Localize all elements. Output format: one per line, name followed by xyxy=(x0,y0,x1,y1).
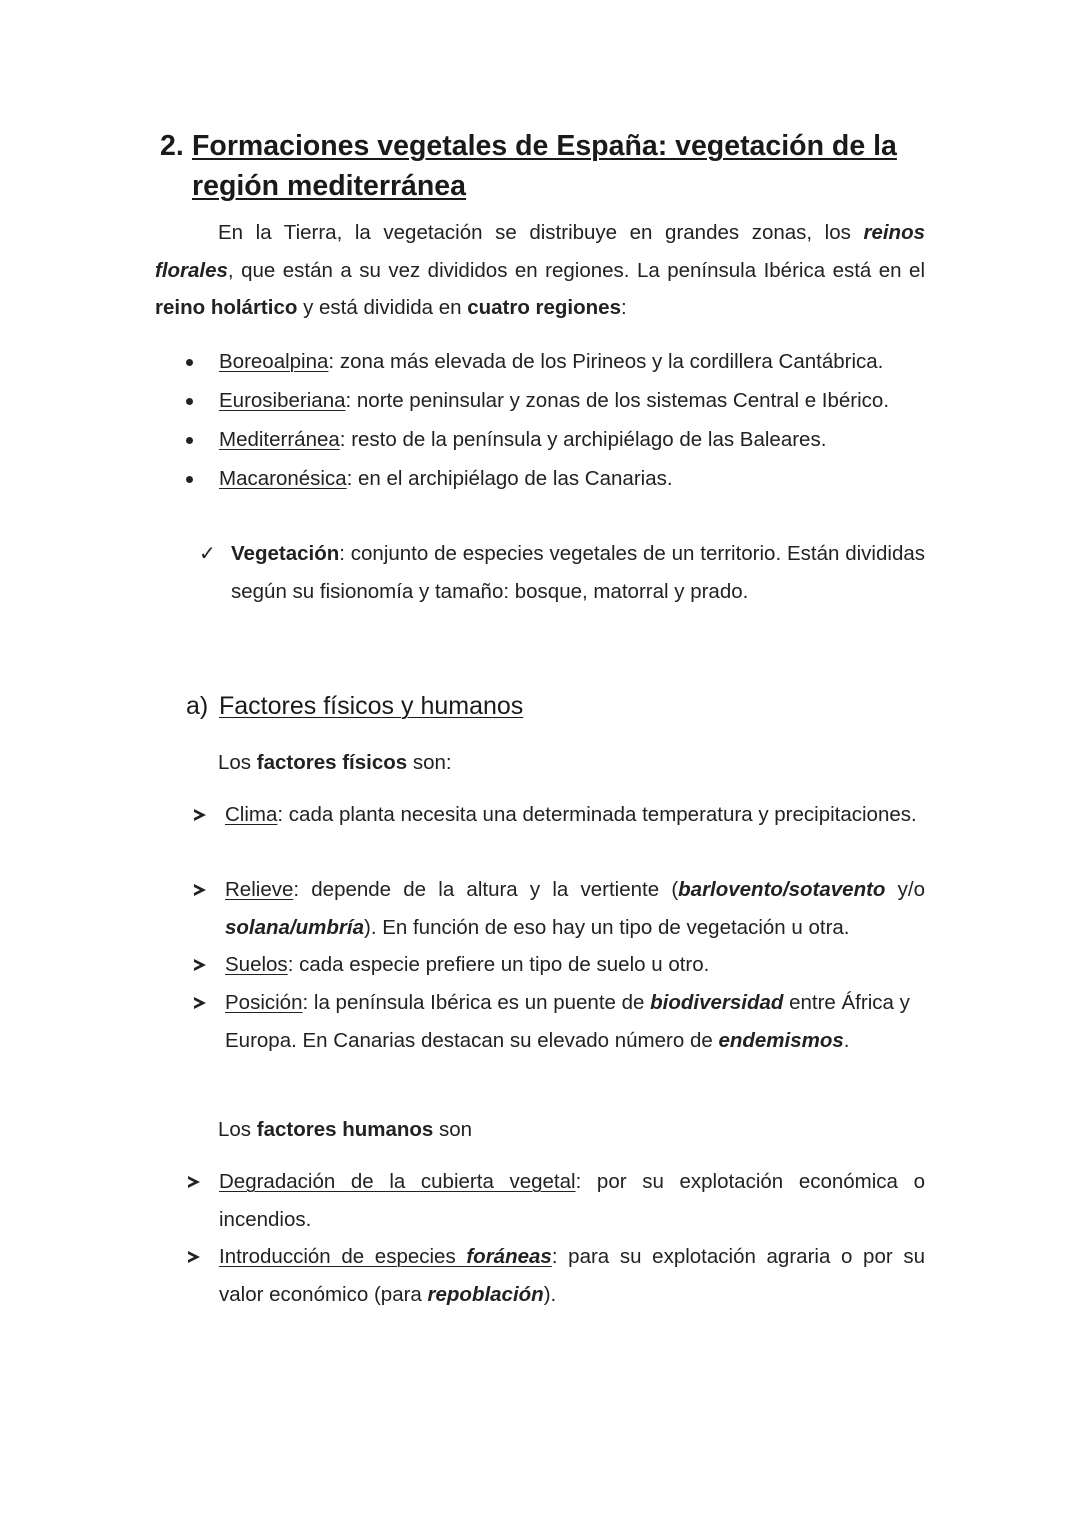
arrow-bullet-icon xyxy=(194,884,206,896)
arrow-bullet-icon xyxy=(194,997,206,1009)
subsection-heading xyxy=(186,688,523,724)
human-factors-intro: Los factores humanos son xyxy=(218,1118,473,1141)
bullet-icon xyxy=(186,359,193,366)
list-item: Eurosiberiana: norte peninsular y zonas de los sistemas Central e Ibérico. xyxy=(219,389,890,412)
factor-introduccion: Introducción de especies foráneas: para su explotación agraria o por su valor económico (para repoblación). xyxy=(219,1245,925,1306)
factor-degradacion: Degradación de la cubierta vegetal: por su explotación económica o incendios. xyxy=(219,1170,926,1231)
factor-introduccion-title: Introducción de especies foráneas xyxy=(219,1245,552,1268)
term-vegetacion: Vegetación xyxy=(231,542,340,565)
term-reinos-florales: reinos florales xyxy=(155,221,925,282)
arrow-bullet-icon xyxy=(188,1251,200,1263)
vegetation-note: Vegetación: conjunto de especies vegetales de un territorio. Están divididas según su fisionomía y tamaño: bosque, matorral y prado. xyxy=(231,542,925,603)
factor-clima: Clima: cada planta necesita una determinada temperatura y precipitaciones. xyxy=(225,803,917,826)
intro-paragraph: En la Tierra, la vegetación se distribuye en grandes zonas, los reinos florales, que están a su vez divididos en regiones. La península Ibérica está en el reino holártico y está dividida en cuatro regiones: xyxy=(155,221,925,319)
bullet-icon xyxy=(186,476,193,483)
checkmark-icon: ✓ xyxy=(199,543,216,565)
arrow-bullet-icon xyxy=(194,959,206,971)
list-item: Mediterránea: resto de la península y archipiélago de las Baleares. xyxy=(219,428,827,451)
heading-number: 2. xyxy=(160,130,184,162)
subsection-label: a) xyxy=(186,692,209,720)
factor-posicion: Posición: la península Ibérica es un puente de biodiversidad entre África y Europa. En Canarias destacan su elevado número de endemismos. xyxy=(225,991,910,1052)
bullet-icon xyxy=(186,437,193,444)
list-item: Macaronésica: en el archipiélago de las Canarias. xyxy=(219,467,673,490)
subsection-title: Factores físicos y humanos xyxy=(219,692,524,720)
arrow-bullet-icon xyxy=(194,809,206,821)
term-reino-holartico: reino holártico xyxy=(155,296,298,319)
factor-suelos: Suelos: cada especie prefiere un tipo de suelo u otro. xyxy=(225,953,710,976)
heading-title: Formaciones vegetales de España: vegetación de la región mediterránea xyxy=(192,130,897,202)
bullet-icon xyxy=(186,398,193,405)
term-cuatro-regiones: cuatro regiones xyxy=(467,296,621,319)
physical-factors-intro: Los factores físicos son: xyxy=(218,751,452,774)
factor-relieve: Relieve: depende de la altura y la vertiente (barlovento/sotavento y/o solana/umbría). En función de eso hay un tipo de vegetación u otra. xyxy=(225,878,925,939)
arrow-bullet-icon xyxy=(188,1176,200,1188)
list-item: Boreoalpina: zona más elevada de los Pirineos y la cordillera Cantábrica. xyxy=(219,350,884,373)
